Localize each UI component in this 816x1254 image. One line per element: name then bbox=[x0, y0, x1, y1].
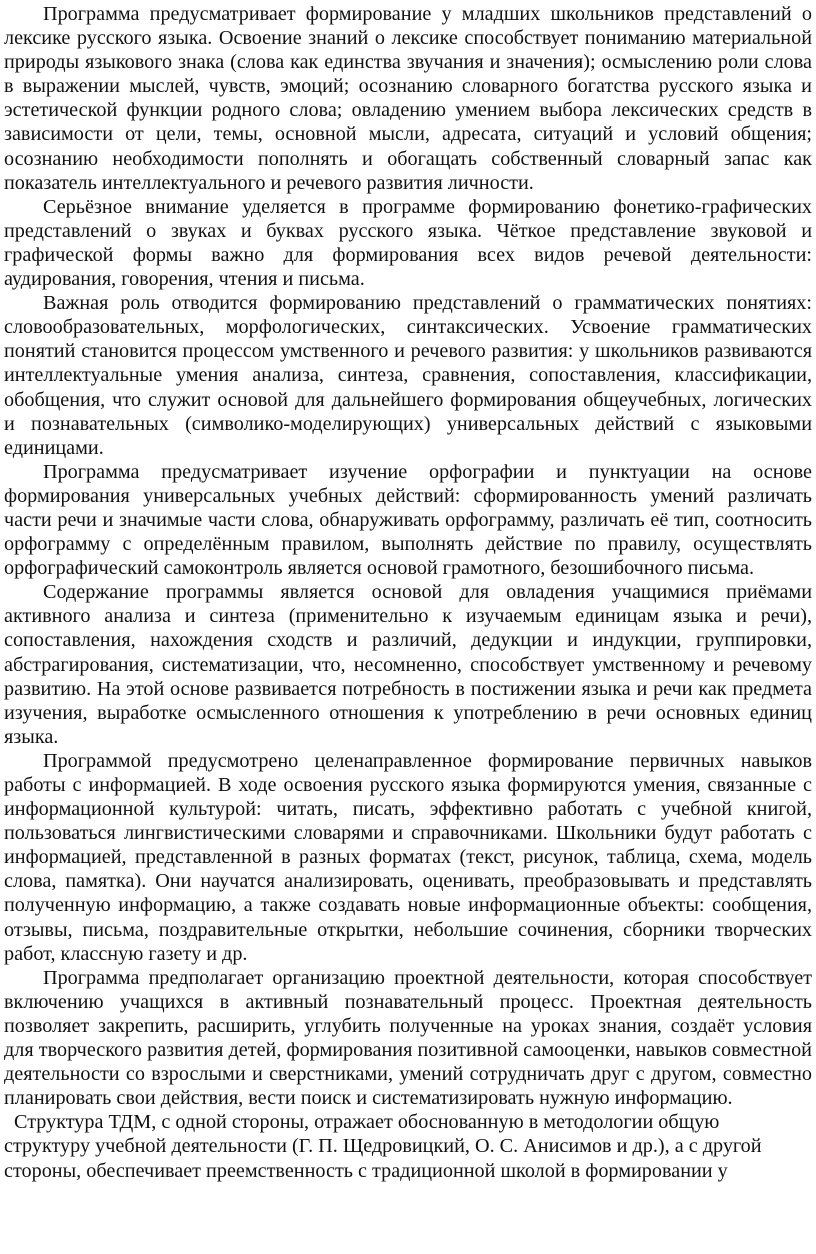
paragraph-orthography: Программа предусматривает изучение орфографии и пунктуации на основе формирования универсальных учебных действий: сформированность умений различать части речи и значимые части слова, обнаруживать орфограмму, различать её тип, соотносить орфограмму с определённым правилом, выполнять действие по правилу, осуществлять орфографический самоконтроль является основой грамотного, безошибочного письма. bbox=[4, 460, 812, 580]
paragraph-tdm-structure: Структура ТДМ, с одной стороны, отражает обоснованную в методологии общую структуру учебной деятельности (Г. П. Щедровицкий, О. С. Анисимов и др.), а с другой стороны, обеспечивает преемственность с традиционной школой в формировании у bbox=[4, 1111, 762, 1182]
paragraph-grammar: Важная роль отводится формированию представлений о грамматических понятиях: словообразовательных, морфологических, синтаксических. Усвоение грамматических понятий становится процессом умственного и речевого развития: у школьников развиваются интеллектуальные умения анализа, синтеза, сравнения, сопоставления, классификации, обобщения, что служит основой для дальнейшего формирования общеучебных, логических и познавательных (символико-моделирующих) универсальных действий с языковыми единицами. bbox=[4, 292, 812, 459]
paragraph-analysis: Содержание программы является основой для овладения учащимися приёмами активного анализа и синтеза (применительно к изучаемым единицам языка и речи), сопоставления, нахождения сходств и различий, дедукции и индукции, группировки, абстрагирования, систематизации, что, несомненно, способствует умственному и речевому развитию. На этой основе развивается потребность в постижении языка и речи как предмета изучения, выработке осмысленного отношения к употреблению в речи основных единиц языка. bbox=[4, 581, 812, 748]
paragraph-lexicon: Программа предусматривает формирование у младших школьников представлений о лексике русского языка. Освоение знаний о лексике способствует пониманию материальной природы языкового знака (слова как единства звучания и значения); осмыслению роли слова в выражении мыслей, чувств, эмоций; осознанию словарного богатства русского языка и эстетической функции родного слова; овладению умением выбора лексических средств в зависимости от цели, темы, основной мысли, адресата, ситуаций и условий общения; осознанию необходимости пополнять и обогащать собственный словарный запас как показатель интеллектуального и речевого развития личности. bbox=[4, 3, 812, 194]
paragraph-information: Программой предусмотрено целенаправленное формирование первичных навыков работы с информацией. В ходе освоения русского языка формируются умения, связанные с информационной культурой: читать, писать, эффективно работать с учебной книгой, пользоваться лингвистическими словарями и справочниками. Школьники будут работать с информацией, представленной в разных форматах (текст, рисунок, таблица, схема, модель слова, памятка). Они научатся анализировать, оценивать, преобразовывать и представлять полученную информацию, а также создавать новые информационные объекты: сообщения, отзывы, письма, поздравительные открытки, небольшие сочинения, сборники творческих работ, классную газету и др. bbox=[4, 749, 812, 965]
document-body bbox=[4, 2, 812, 1183]
paragraph-phonetics: Серьёзное внимание уделяется в программе формированию фонетико-графических представлений о звуках и буквах русского языка. Чёткое представление звуковой и графической формы важно для формирования всех видов речевой деятельности: аудирования, говорения, чтения и письма. bbox=[4, 195, 812, 291]
paragraph-projects: Программа предполагает организацию проектной деятельности, которая способствует включению учащихся в активный познавательный процесс. Проектная деятельность позволяет закрепить, расширить, углубить полученные на уроках знания, создаёт условия для творческого развития детей, формирования позитивной самооценки, навыков совместной деятельности со взрослыми и сверстниками, умений сотрудничать друг с другом, совместно планировать свои действия, вести поиск и систематизировать нужную информацию. bbox=[4, 966, 812, 1110]
